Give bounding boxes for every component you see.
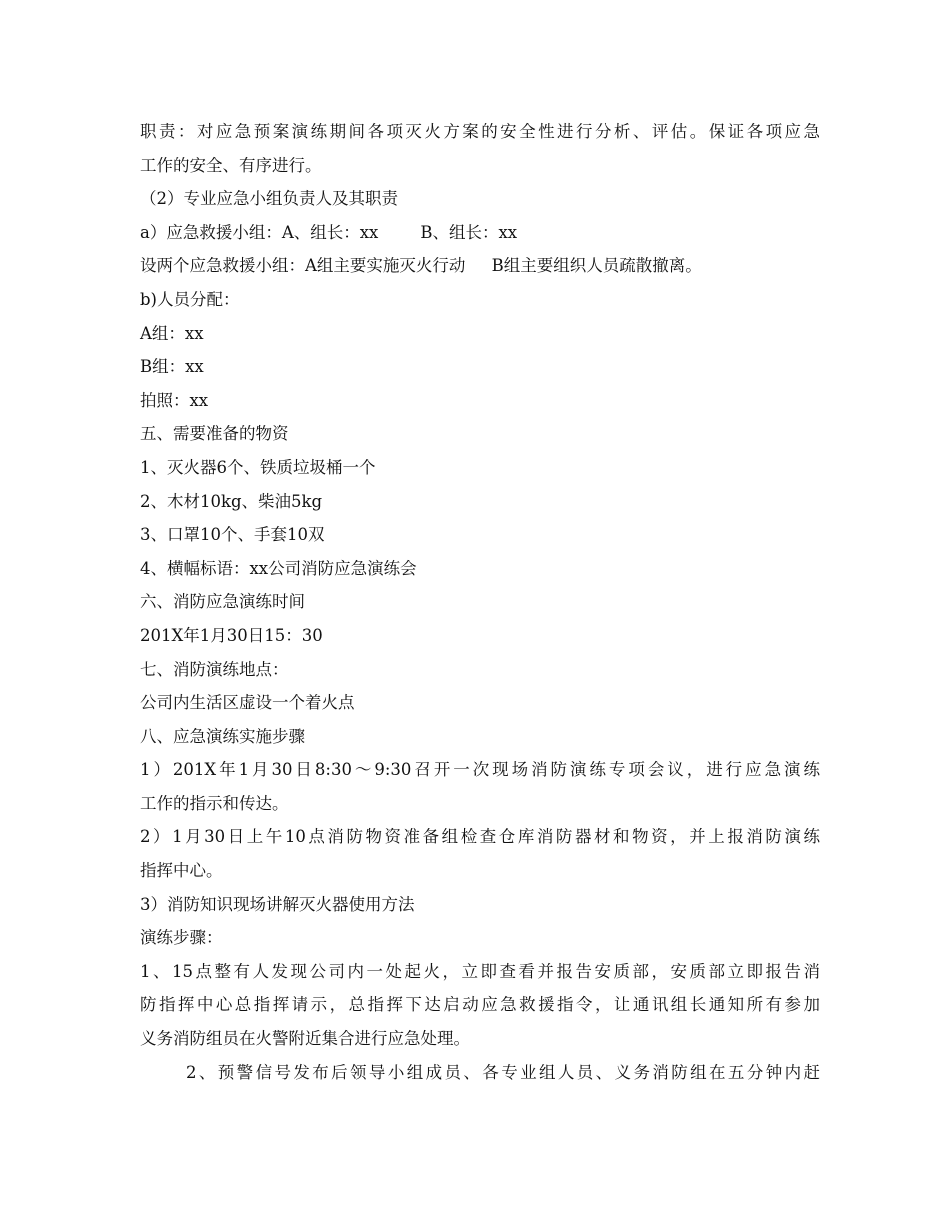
text-line: 1、15点整有人发现公司内一处起火，立即查看并报告安质部，安质部立即报告消 bbox=[140, 961, 820, 981]
section-heading: 五、需要准备的物资 bbox=[140, 424, 289, 444]
text-line: 设两个应急救援小组：A组主要实施灭火行动 B组主要组织人员疏散撤离。 bbox=[140, 256, 702, 276]
text-line: 职责：对应急预案演练期间各项灭火方案的安全性进行分析、评估。保证各项应急 bbox=[140, 122, 820, 141]
section-heading: 八、应急演练实施步骤 bbox=[140, 726, 305, 746]
section-heading: （2）专业应急小组负责人及其职责 bbox=[140, 189, 398, 209]
text-line: 工作的安全、有序进行。 bbox=[140, 155, 322, 175]
text-line: A组：xx bbox=[140, 323, 204, 343]
section-heading: 六、消防应急演练时间 bbox=[140, 592, 305, 612]
document-body bbox=[140, 115, 820, 1089]
text-line: B组：xx bbox=[140, 357, 204, 377]
text-line: 指挥中心。 bbox=[140, 861, 223, 881]
text-line: 义务消防组员在火警附近集合进行应急处理。 bbox=[140, 1029, 470, 1049]
text-line: 防指挥中心总指挥请示，总指挥下达启动应急救援指令，让通讯组长通知所有参加 bbox=[140, 995, 820, 1015]
text-line: b)人员分配： bbox=[140, 289, 240, 309]
section-heading: 七、消防演练地点： bbox=[140, 659, 289, 679]
list-item: 1、灭火器6个、铁质垃圾桶一个 bbox=[140, 457, 376, 477]
text-line: 工作的指示和传达。 bbox=[140, 793, 289, 813]
text-line: 公司内生活区虚设一个着火点 bbox=[140, 693, 355, 713]
text-line: 1）201X年1月30日8:30～9:30召开一次现场消防演练专项会议，进行应急演练 bbox=[140, 760, 820, 780]
text-line: 3）消防知识现场讲解灭火器使用方法 bbox=[140, 894, 415, 914]
text-line: 2）1月30日上午10点消防物资准备组检查仓库消防器材和物资，并上报消防演练 bbox=[140, 827, 820, 847]
text-line: 2、预警信号发布后领导小组成员、各专业组人员、义务消防组在五分钟内赶 bbox=[186, 1062, 820, 1082]
text-line: a）应急救援小组：A、组长：xx B、组长：xx bbox=[140, 222, 518, 242]
list-item: 2、木材10kg、柴油5kg bbox=[140, 491, 323, 511]
text-line: 拍照：xx bbox=[140, 390, 209, 410]
text-line: 演练步骤： bbox=[140, 928, 223, 948]
list-item: 3、口罩10个、手套10双 bbox=[140, 525, 325, 545]
text-line: 201X年1月30日15：30 bbox=[140, 625, 323, 645]
list-item: 4、横幅标语：xx公司消防应急演练会 bbox=[140, 558, 417, 578]
